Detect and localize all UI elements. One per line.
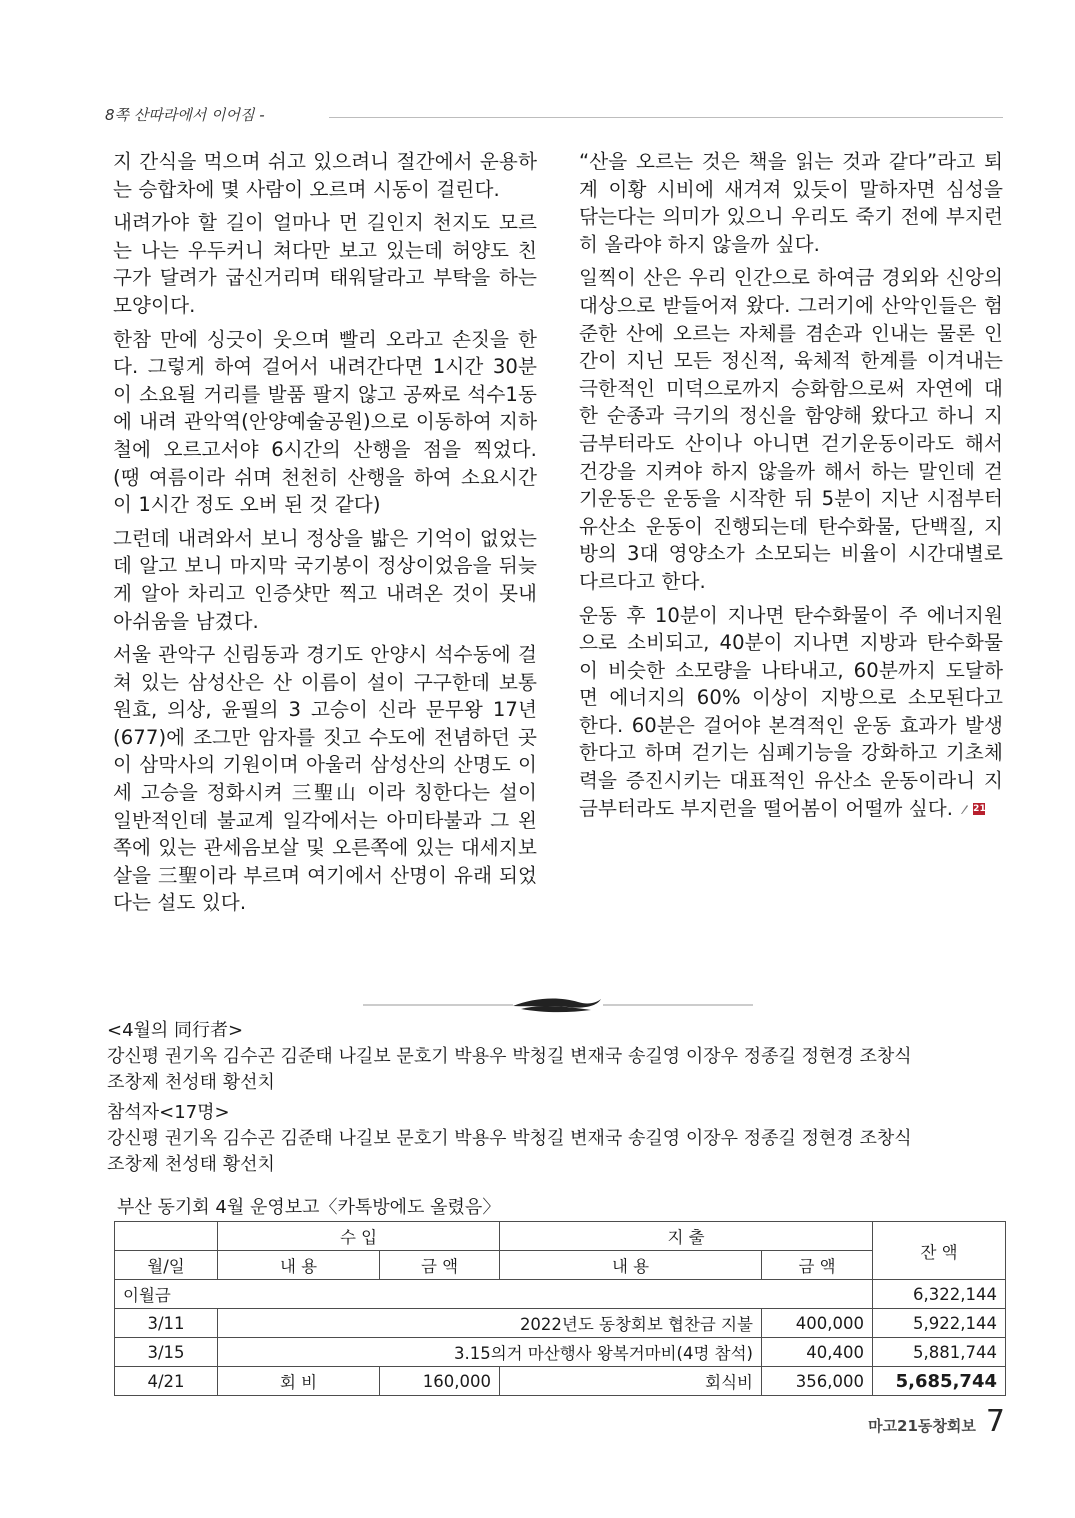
attendees-names: 강신평 권기옥 김수곤 김준태 나길보 문호기 박용우 박청길 변재국 송길영 이장우 정종길 정현경 조창식 [107,1128,912,1149]
date-header: 월/일 [115,1251,218,1280]
article-paragraph: “산을 오르는 것은 책을 읽는 것과 같다”라고 퇴계 이황 시비에 새겨져 있듯이 말하자면 심성을 닦는다는 의미가 있으니 우리도 죽기 전에 부지런히 올라야 하지 않을까 싶다. [579,150,1003,256]
article-paragraph: 내려가야 할 길이 얼마나 먼 길인지 천지도 모르는 나는 우두커니 쳐다만 보고 있는데 허양도 친구가 달려가 굽신거리며 태워달라고 부탁을 하는 모양이다. [113,211,537,317]
article-paragraph: 서울 관악구 신림동과 경기도 안양시 석수동에 걸쳐 있는 삼성산은 산 이름이 설이 구구한데 보통 원효, 의상, 윤필의 3 고승이 신라 문무왕 17년(677)에 조그만 암자를 짓고 수도에 전념하던 곳이 삼막사의 기원이며 아울러 삼성산의 산명도 이 세 고승을 정화시켜 三聖山 이라 칭한다는 설이 일반적인데 불교계 일각에서는 아미타불과 그 왼쪽에 있는 관세음보살 및 오른쪽에 있는 대세지보살을 三聖이라 부르며 여기에서 산명이 유래 되었다는 설도 있다. [113,643,537,915]
table-row [115,1280,1006,1309]
table-subheader-row [115,1251,1006,1280]
expense-desc-cell: 회식비 [500,1367,762,1396]
pen-icon [959,803,969,815]
balance-cell: 5,881,744 [873,1338,1006,1367]
continued-note: 8쪽 산따라에서 이어짐 - [105,106,265,124]
balance-header: 잔 액 [873,1222,1006,1280]
article-paragraph: 한참 만에 싱긋이 웃으며 빨리 오라고 손짓을 한다. 그렇게 하여 걸어서 내려간다면 1시간 30분이 소요될 거리를 발품 팔지 않고 공짜로 석수1동에 내려 관악역(안양예술공원)으로 이동하여 지하철에 오르고서야 6시간의 산행을 점을 찍었다. (땡 여름이라 쉬며 천천히 산행을 하여 소요시간이 1시간 정도 오버 된 것 같다) [113,327,537,517]
expense-desc-header: 내 용 [500,1251,762,1280]
report-title: 부산 동기회 4월 운영보고〈카톡방에도 올렸음〉 [117,1197,501,1218]
header-rule [329,117,1003,118]
article-paragraph: 일찍이 산은 우리 인간으로 하여금 경외와 신앙의 대상으로 받들어져 왔다. 그러기에 산악인들은 험준한 산에 오르는 자체를 겸손과 인내는 물론 인간이 지닌 모든 정신적, 육체적 한계를 이겨내는 극한적인 미덕으로까지 승화함으로써 자연에 대한 순종과 극기의 정신을 함양해 왔다고 하니 지금부터라도 산이나 아니면 걷기운동이라도 해서 건강을 지켜야 하지 않을까 해서 하는 말인데 걷기운동은 운동을 시작한 뒤 5분이 지난 시점부터 유산소 운동이 진행되는데 탄수화물, 단백질, 지방의 3대 영양소가 소모되는 비율이 시간대별로 다르다고 한다. [579,266,1003,593]
article-paragraph: 지 간식을 먹으며 쉬고 있으려니 절간에서 운용하는 승합차에 몇 사람이 오르며 시동이 걸린다. [113,150,537,201]
table-row [115,1309,1006,1338]
article-right-column [579,148,1003,828]
description-cell: 3.15의거 마산행사 왕복거마비(4명 참석) [218,1338,762,1367]
expense-amount-cell: 400,000 [762,1309,873,1338]
ornament-divider [363,994,753,1016]
expense-header: 지 출 [500,1222,873,1251]
companions-title: <4월의 同行者> [107,1020,244,1041]
income-desc-header: 내 용 [218,1251,380,1280]
attendees-section [107,1100,912,1178]
companions-names: 조창제 천성태 황선치 [107,1072,275,1093]
companions-names: 강신평 권기옥 김수곤 김준태 나길보 문호기 박용우 박청길 변재국 송길영 이장우 정종길 정현경 조창식 [107,1046,912,1067]
companions-section [107,1018,912,1096]
table-header-row [115,1222,1006,1251]
description-cell: 2022년도 동창회보 협찬금 지불 [218,1309,762,1338]
balance-cell: 5,922,144 [873,1309,1006,1338]
attendees-names: 조창제 천성태 황선치 [107,1154,275,1175]
continued-header [105,104,1003,128]
income-amount-header: 금 액 [380,1251,500,1280]
income-header: 수 입 [218,1222,500,1251]
balance-cell: 6,322,144 [873,1280,1006,1309]
carryover-label: 이월금 [115,1280,873,1309]
date-cell: 4/21 [115,1367,218,1396]
table-row [115,1367,1006,1396]
expense-amount-cell: 40,400 [762,1338,873,1367]
page-footer [868,1404,1005,1439]
expense-amount-cell: 356,000 [762,1367,873,1396]
article-paragraph-text: 운동 후 10분이 지나면 탄수화물이 주 에너지원으로 소비되고, 40분이 지나면 지방과 탄수화물이 비슷한 소모량을 나타내고, 60분까지 도달하면 에너지의 60% 이상이 지방으로 소모된다고 한다. 60분은 걸어야 본격적인 운동 효과가 발생한다고 하며 걷기는 심폐기능을 강화하고 기초체력을 증진시키는 대표적인 유산소 운동이라니 지금부터라도 부지런을 떨어봄이 어떨까 싶다. [579,603,1003,820]
date-cell: 3/11 [115,1309,218,1338]
report-table [114,1221,1006,1396]
end-mark-icon: 21 [973,804,986,815]
publication-name: 마고21동창회보 [868,1417,976,1435]
table-row [115,1338,1006,1367]
income-desc-cell: 회 비 [218,1367,380,1396]
expense-amount-header: 금 액 [762,1251,873,1280]
page-number: 7 [985,1404,1005,1439]
article-left-column [113,148,537,923]
date-cell: 3/15 [115,1338,218,1367]
article-paragraph-last [579,602,1003,823]
income-amount-cell: 160,000 [380,1367,500,1396]
article-paragraph: 그런데 내려와서 보니 정상을 밟은 기억이 없었는데 알고 보니 마지막 국기봉이 정상이었음을 뒤늦게 알아 차리고 인증샷만 찍고 내려온 것이 못내 아쉬움을 남겼다. [113,526,537,633]
final-balance-cell: 5,685,744 [873,1367,1006,1396]
attendees-title: 참석자<17명> [107,1102,230,1123]
